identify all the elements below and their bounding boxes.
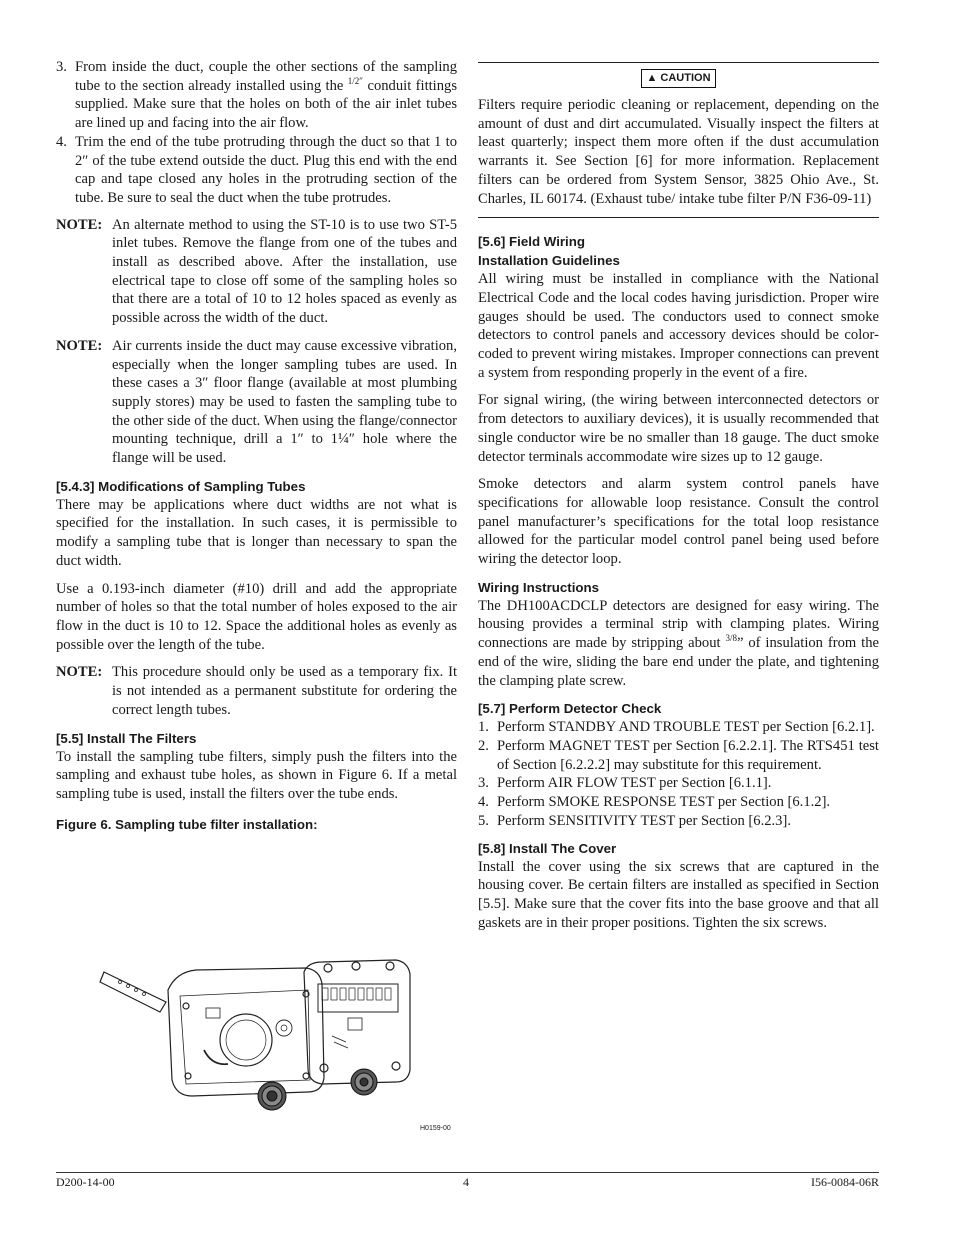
heading-5-7: [5.7] Perform Detector Check <box>478 701 662 717</box>
filter-right <box>351 1069 377 1095</box>
note-temporary-fix: NOTE: This procedure should only be used as a temporary fix. It is not intended as a permanent substitute for ordering the correct length tubes. <box>56 664 457 718</box>
heading-wiring-instructions: Wiring Instructions <box>478 579 600 595</box>
caution-text: Filters require periodic cleaning or replacement, depending on the amount of dust and dirt accumulated. Visually inspect the filters at least quarterly; inspect them more often if the dust accumulation warrants it. See Section [6] for more information. Replacement filters can be ordered from System Sensor, 3825 Ohio Ave., St. Charles, IL 60174. (Exhaust tube/ intake tube filter P/N F36-09-11) <box>478 97 879 207</box>
heading-installation-guidelines: Installation Guidelines <box>478 253 620 269</box>
footer-doc-number: D200-14-00 <box>56 1175 115 1189</box>
check-item: 1. Perform STANDBY AND TROUBLE TEST per Section [6.2.1]. <box>478 719 875 736</box>
install-steps-list <box>56 58 457 208</box>
check-item: 2. Perform MAGNET TEST per Section [6.2.2.1]. The RTS451 test of Section [6.2.2.2] may substitute for this requirement. <box>478 737 879 773</box>
check-item: 4. Perform SMOKE RESPONSE TEST per Section [6.1.2]. <box>478 794 831 811</box>
heading-5-4-3: [5.4.3] Modifications of Sampling Tubes <box>56 478 306 494</box>
right-column <box>478 62 879 941</box>
paragraph-5-6-b: For signal wiring, (the wiring between interconnected detectors or from detectors to auxiliary devices), it is usually recommended that single conductor wire be no smaller than 18 gauge. The duct smoke detector terminals accommodate wire sizes up to 12 gauge. <box>478 392 879 465</box>
footer-part-number: I56-0084-06R <box>811 1175 879 1189</box>
fraction-half: 1/2″ <box>347 75 364 86</box>
caution-badge: ▲ CAUTION <box>641 69 715 88</box>
sensing-chamber <box>220 1014 272 1066</box>
paragraph-5-4-3-a: There may be applications where duct widths are not what is specified for the installation. In such cases, it is permissible to modify a sampling tube that is longer than necessary to span the duct width. <box>56 496 457 569</box>
caution-divider <box>478 217 879 218</box>
step-4: 4. Trim the end of the tube protruding through the duct so that 1 to 2″ of the tube extend outside the duct. Plug this end with the end cap and tape closed any holes in the protruding section of the tube. Be sure to seal the duct when the tube protrudes. <box>56 133 457 206</box>
paragraph-5-5: To install the sampling tube filters, simply push the filters into the sampling and exhaust tube holes, as shown in Figure 6. If a metal sampling tube is used, install the filters over the tube ends. <box>56 748 457 802</box>
note-air-currents: NOTE: Air currents inside the duct may cause excessive vibration, especially when the longer sampling tubes are used. In these cases a 3″ floor flange (available at most plumbing supply stores) may be used to fasten the sampling tube to the other side of the duct. When using the flange/connector mounting technique, drill a 1″ to 1¼″ hole where the flange will be used. <box>56 337 458 467</box>
detector-check-list <box>478 718 879 830</box>
paragraph-wiring-instructions: The DH100ACDCLP detectors are designed for easy wiring. The housing provides a terminal strip with clamping plates. Wiring connections are made by stripping about $^{3/8}$” of insulation from the end of the wire, sliding the bare end under the plate, and tightening the clamping plate screw. <box>478 597 879 689</box>
paragraph-5-6-c: Smoke detectors and alarm system control panels have specifications for allowable loop resistance. Consult the control panel manufacturer’s specifications for the total loop resistance allowed for the particular model control panel being used before wiring the detector loop. <box>478 476 879 568</box>
check-item: 5. Perform SENSITIVITY TEST per Section [6.2.3]. <box>478 812 791 829</box>
paragraph-5-8: Install the cover using the six screws that are captured in the housing cover. Be certain filters are installed as specified in Section [5.5]. Make sure that the cover fits into the base groove and that all gaskets are in their proper positions. Tighten the six screws. <box>478 858 879 931</box>
paragraph-5-6-a: All wiring must be installed in compliance with the National Electrical Code and the local codes having jurisdiction. Proper wire gauges should be used. The conductors used to connect smoke detectors to control panels and accessory devices should be color-coded to prevent wiring mistakes. Improper connections can prevent a system from responding properly in the event of a fire. <box>478 271 879 381</box>
page-number: 4 <box>463 1175 469 1189</box>
filter-installation-illustration <box>96 950 456 1130</box>
fraction-three-eighths: 3/8 <box>725 633 737 644</box>
caution-box <box>478 62 879 88</box>
figure-6-caption: Figure 6. Sampling tube filter installation: <box>56 816 318 832</box>
heading-5-5: [5.5] Install The Filters <box>56 730 197 746</box>
paragraph-5-4-3-b: Use a 0.193-inch diameter (#10) drill and add the appropriate number of holes so that the total number of holes exposed to the air flow in the duct is 10 to 12. Space the additional holes as evenly as possible over the length of the tube. <box>56 580 457 653</box>
note-alternate-method: NOTE: An alternate method to using the ST-10 is to use two ST-5 inlet tubes. Remove the flange from one of the tubes and install as described above. After the installation, use electrical tape to close off some of the sampling holes so that there are a total of 10 to 12 holes spaced as evenly as possible across the width of the duct. <box>56 216 457 327</box>
cover-housing <box>304 960 410 1084</box>
sampling-tube <box>100 972 166 1012</box>
heading-5-6: [5.6] Field Wiring <box>478 234 585 250</box>
left-column <box>56 58 457 834</box>
step-3: 3. From inside the duct, couple the other sections of the sampling tube to the section already installed using the $^{1/2''}$ conduit fittings supplied. Make sure that the holes on both of the air inlet tubes are lined up and facing into the air flow. <box>56 59 458 132</box>
check-item: 3. Perform AIR FLOW TEST per Section [6.1.1]. <box>478 775 772 792</box>
filter-left <box>258 1082 286 1110</box>
figure-code: H0159-00 <box>420 1125 451 1132</box>
warning-triangle-icon: ▲ <box>646 72 658 84</box>
heading-5-8: [5.8] Install The Cover <box>478 840 617 856</box>
